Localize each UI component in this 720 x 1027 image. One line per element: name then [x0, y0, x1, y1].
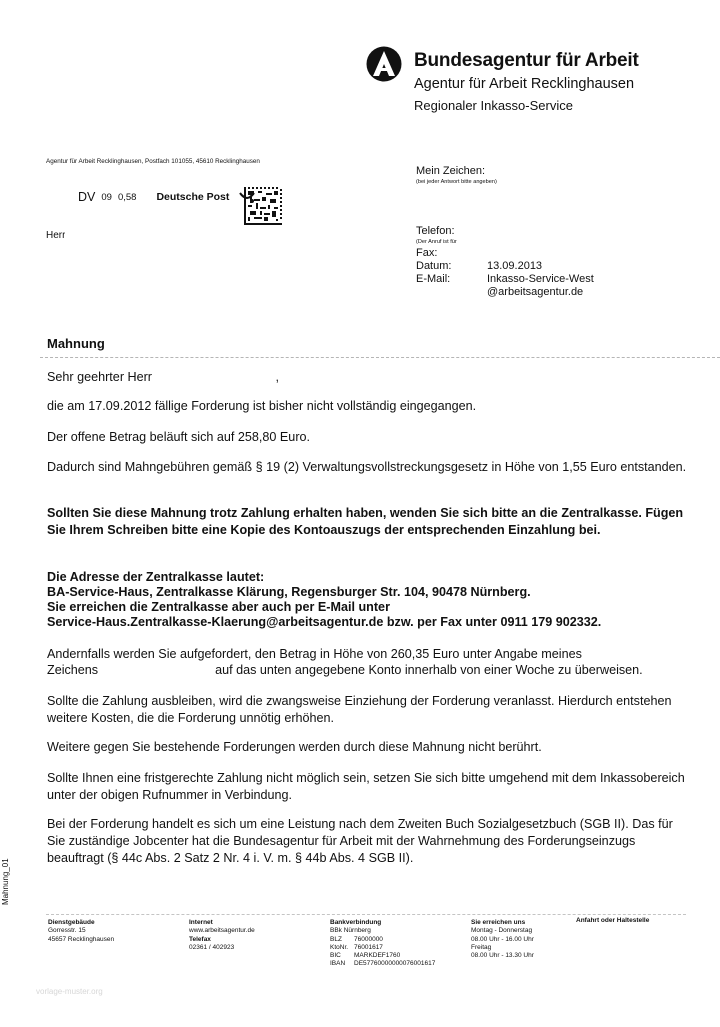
telefax-number: 02361 / 402923 [189, 943, 235, 951]
postage-num1: 09 [101, 191, 112, 203]
hours-line-3: Freitag [471, 943, 492, 951]
hours-head: Sie erreichen uns [471, 919, 526, 926]
paragraph-3: Dadurch sind Mahngebühren gemäß § 19 (2) Verwaltungsvollstreckungsgesetz in Höhe von 1,55 Euro entstanden. [47, 460, 687, 474]
watermark: vorlage-muster.org [36, 987, 103, 996]
dienst-line-2: 45657 Recklinghausen [48, 935, 115, 943]
zentralkasse-line-2: BA-Service-Haus, Zentralkasse Klärung, Regensburger Str. 104, 90478 Nürnberg. [47, 585, 531, 599]
telefon-note: (Der Anruf ist für [416, 239, 457, 245]
greeting: Sehr geehrter Herr , [47, 370, 279, 384]
paragraph-4: Sollten Sie diese Mahnung trotz Zahlung erhalten haben, wenden Sie sich bitte an die Zentralkasse. Fügen Sie Ihrem Schreiben bitte eine Kopie des Kontoauszugs der entsprechenden Einzahlung bei. [47, 506, 684, 537]
zeichen-word: Zeichens [47, 663, 99, 677]
bank-name: BBk Nürnberg [330, 927, 371, 935]
postage-line [78, 190, 256, 204]
fax-label: Fax: [416, 247, 438, 259]
telefax-head: Telefax [189, 935, 211, 943]
bank-blz-label: BLZ [330, 935, 342, 943]
bank-bic-label: BIC [330, 952, 341, 960]
recipient-salutation: Herr [46, 230, 66, 238]
zentralkasse-line-1: Die Adresse der Zentralkasse lautet: [47, 570, 265, 584]
dienst-head: Dienstgebäude [48, 919, 95, 926]
mein-zeichen-label: Mein Zeichen: [416, 165, 486, 177]
bank-bic-value: MARKDEF1760 [354, 952, 401, 960]
footer-anfahrt [576, 917, 649, 925]
zentralkasse-line-4: Service-Haus.Zentralkasse-Klaerung@arbeitsagentur.de bzw. per Fax unter 0911 179 902332. [47, 615, 602, 629]
bank-iban [330, 960, 435, 968]
email-label: E-Mail: [416, 273, 451, 285]
paragraph-2: Der offene Betrag beläuft sich auf 258,80 Euro. [47, 430, 311, 444]
postage-code: DV [78, 190, 96, 204]
bank-kto-value: 76001617 [354, 943, 383, 951]
hours-line-1: Montag - Donnerstag [471, 927, 533, 935]
zentralkasse-line-3: Sie erreichen die Zentralkasse aber auch per E-Mail unter [47, 600, 390, 614]
bank-head: Bankverbindung [330, 919, 382, 926]
side-label: Mahnung_01 [1, 858, 10, 905]
datamatrix-icon [244, 187, 282, 225]
email-value-2: @arbeitsagentur.de [487, 286, 584, 298]
paragraph-6c: auf das unten angegebene Konto innerhalb von einer Woche zu überweisen. [215, 663, 643, 677]
paragraph-6 [47, 662, 687, 679]
footer-internet [189, 919, 255, 952]
telefon-label: Telefon: [416, 225, 455, 237]
paragraph-7: Sollte die Zahlung ausbleiben, wird die zwangsweise Einziehung der Forderung veranlasst. Hierdurch entstehen weitere Kosten, die die Forderung unnötig erhöhen. [47, 694, 672, 725]
bank-iban-label: IBAN [330, 960, 346, 968]
redacted-zeichen [102, 666, 212, 676]
datum-label: Datum: [416, 260, 452, 272]
greeting-text: Sehr geehrter Herr [47, 370, 152, 384]
agency-office: Agentur für Arbeit Recklinghausen [414, 76, 635, 92]
footer-bank [330, 919, 435, 969]
agency-name: Bundesagentur für Arbeit [414, 50, 639, 71]
postage-num2: 0,58 [117, 191, 137, 203]
bank-blz [330, 936, 435, 944]
paragraph-6a: Andernfalls werden Sie aufgefordert, den Betrag in Höhe von 260,35 Euro unter Angabe meines [47, 647, 582, 661]
ba-logo-icon [366, 46, 402, 82]
footer-divider [46, 914, 686, 915]
footer-dienstgebaeude [48, 919, 114, 944]
agency-department: Regionaler Inkasso-Service [414, 98, 573, 113]
footer-hours [471, 919, 534, 960]
paragraph-1: die am 17.09.2012 fällige Forderung ist bisher nicht vollständig eingegangen. [47, 399, 477, 413]
internet-head: Internet [189, 919, 213, 926]
bank-iban-value: DE57760000000076001617 [354, 960, 436, 968]
internet-url: www.arbeitsagentur.de [189, 927, 255, 935]
hours-line-4: 08.00 Uhr - 13.30 Uhr [471, 952, 534, 960]
bank-bic [330, 952, 435, 960]
carrier-name: Deutsche Post [156, 191, 230, 203]
bank-kto-label: KtoNr. [330, 943, 349, 951]
bank-kto [330, 944, 435, 952]
paragraph-8: Weitere gegen Sie bestehende Forderungen werden durch diese Mahnung nicht berührt. [47, 740, 542, 754]
letter-subject: Mahnung [47, 336, 105, 351]
divider [40, 357, 720, 358]
anfahrt-head: Anfahrt oder Haltestelle [576, 917, 650, 924]
dienst-line-1: Gorresstr. 15 [48, 927, 86, 935]
mein-zeichen-note: (bei jeder Antwort bitte angeben) [416, 179, 497, 185]
email-value-1: Inkasso-Service-West [487, 273, 594, 285]
hours-line-2: 08.00 Uhr - 16.00 Uhr [471, 935, 534, 943]
bank-blz-value: 76000000 [354, 935, 383, 943]
return-address: Agentur für Arbeit Recklinghausen, Postfach 101055, 45610 Recklinghausen [46, 158, 260, 165]
datum-value: 13.09.2013 [487, 260, 543, 272]
paragraph-10: Bei der Forderung handelt es sich um eine Leistung nach dem Zweiten Buch Sozialgesetzbuch (SGB II). Das für Sie zuständige Jobcenter hat die Bundesagentur für Arbeit mit der Wahrnehmung des Forderungseinzugs beauftragt (§ 44c Abs. 2 Satz 2 Nr. 4 i. V. m. § 44b Abs. 4 SGB II). [47, 817, 673, 865]
paragraph-9: Sollte Ihnen eine fristgerechte Zahlung nicht möglich sein, setzen Sie sich bitte umgehend mit dem Inkassobereich unter der obigen Rufnummer in Verbindung. [47, 771, 685, 802]
